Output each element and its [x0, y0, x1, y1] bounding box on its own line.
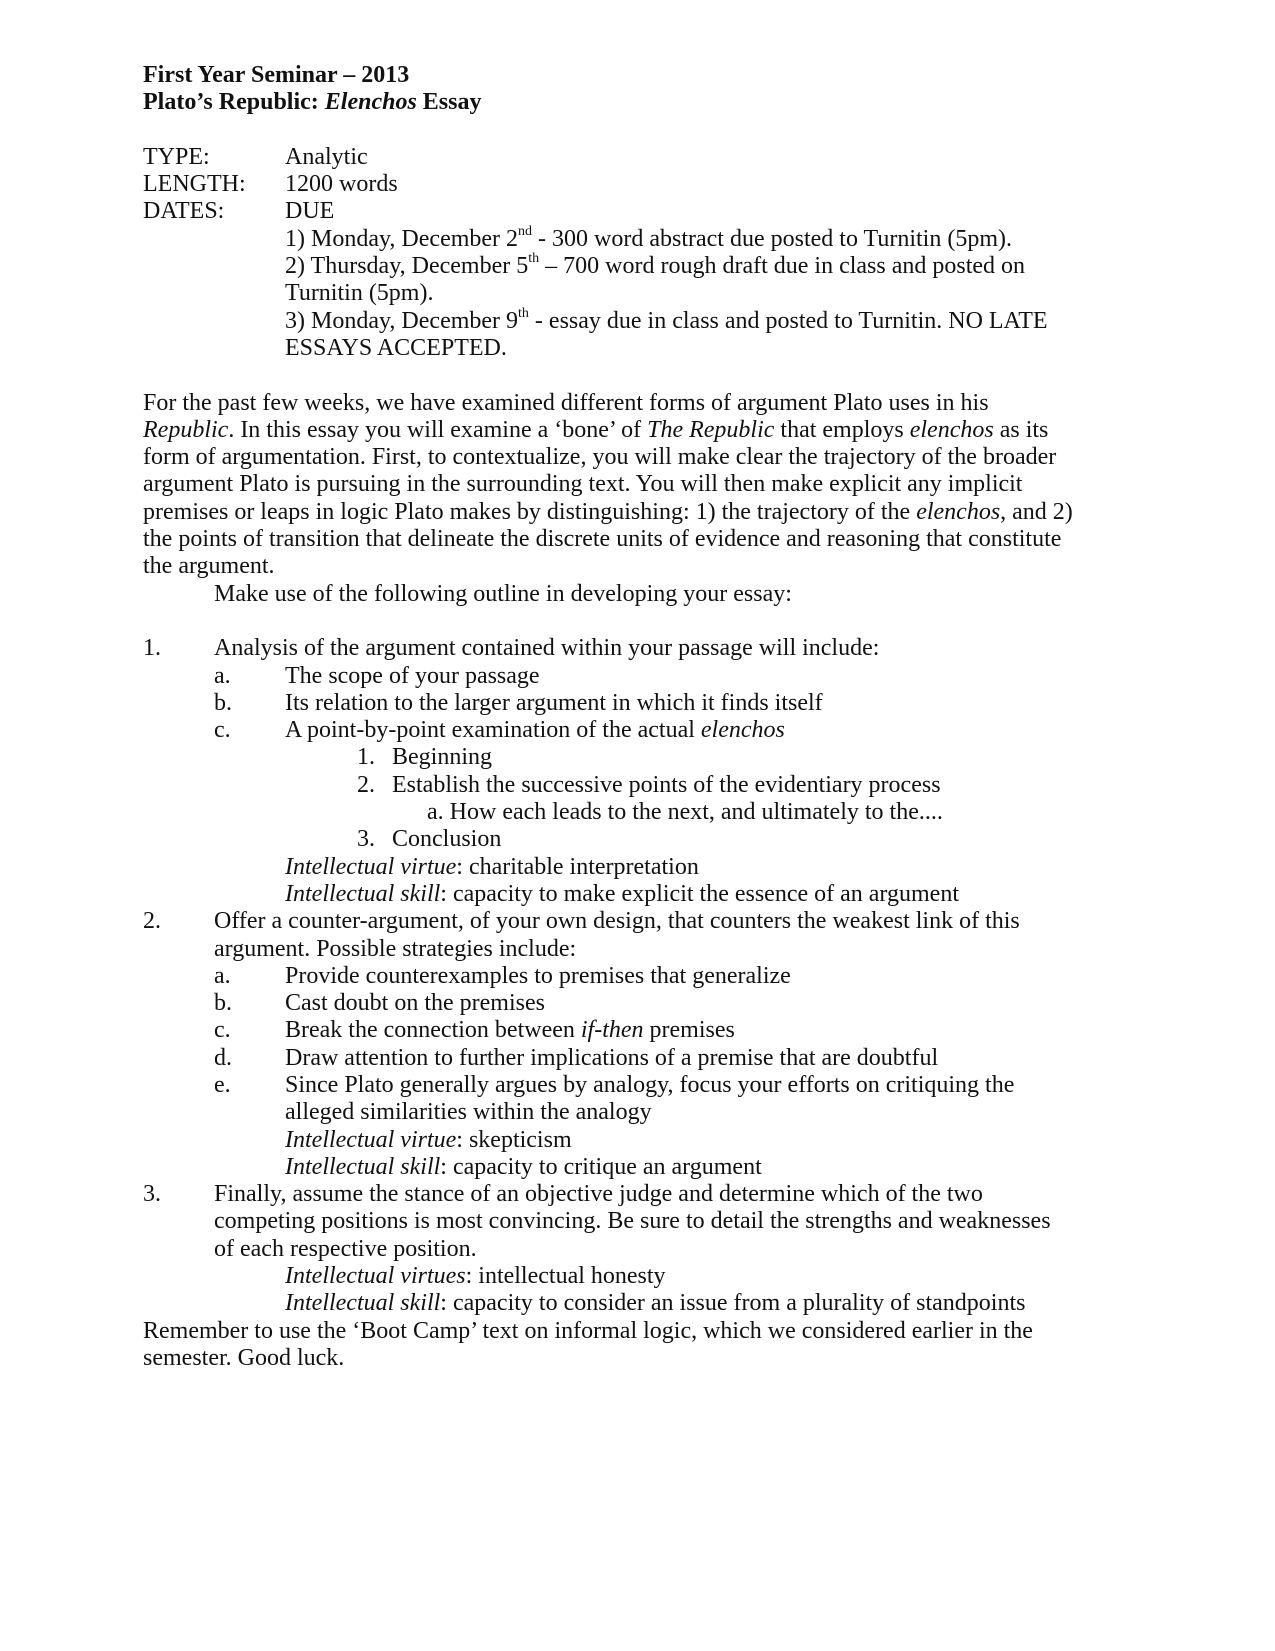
section-number: 3.: [143, 1181, 161, 1208]
outline-section-2: [143, 908, 1223, 1181]
intellectual-skill: Intellectual skill: capacity to consider an issue from a plurality of standpoints: [285, 1290, 1026, 1317]
closing-line: semester. Good luck.: [143, 1344, 345, 1371]
section-number: 1.: [143, 635, 161, 662]
list-item: 2. Establish the successive points of the evidentiary process: [357, 771, 941, 798]
outline-intro: Make use of the following outline in developing your essay:: [214, 580, 792, 607]
list-item: 1. Beginning: [357, 744, 492, 771]
outline-section-1: [143, 635, 1223, 908]
intro-paragraph: [143, 390, 1223, 608]
dates-row: DATES: DUE: [143, 198, 335, 225]
list-item: a. The scope of your passage: [214, 662, 540, 689]
document-page: [143, 62, 1223, 1372]
due-date-1: 1) Monday, December 2nd - 300 word abstract due posted to Turnitin (5pm).: [285, 223, 1012, 252]
section-text: Analysis of the argument contained within your passage will include:: [214, 635, 880, 662]
list-item: a. How each leads to the next, and ultimately to the....: [427, 799, 943, 826]
intro-line: the argument.: [143, 553, 275, 580]
section-number: 2.: [143, 908, 161, 935]
due-date-2-cont: Turnitin (5pm).: [285, 280, 434, 307]
document-title: First Year Seminar – 2013: [143, 62, 410, 88]
closing-paragraph: [143, 1318, 1223, 1373]
section-text: competing positions is most convincing. Be sure to detail the strengths and weaknesses: [214, 1208, 1051, 1235]
section-text: argument. Possible strategies include:: [214, 935, 577, 962]
list-item: 3. Conclusion: [357, 826, 502, 853]
intellectual-virtue: Intellectual virtues: intellectual honesty: [285, 1263, 666, 1290]
due-date-3: 3) Monday, December 9th - essay due in class and posted to Turnitin. NO LATE: [285, 305, 1048, 334]
type-row: TYPE: Analytic: [143, 143, 368, 170]
intellectual-skill: Intellectual skill: capacity to make explicit the essence of an argument: [285, 880, 959, 907]
closing-line: Remember to use the ‘Boot Camp’ text on informal logic, which we considered earlier in the: [143, 1317, 1033, 1344]
list-item: b. Its relation to the larger argument in which it finds itself: [214, 689, 823, 716]
list-item: b. Cast doubt on the premises: [214, 990, 545, 1017]
list-item: c. A point-by-point examination of the actual elenchos: [214, 717, 785, 744]
intro-line: argument Plato is pursuing in the surrounding text. You will then make explicit any implicit: [143, 471, 1023, 498]
intro-line: the points of transition that delineate the discrete units of evidence and reasoning that constitute: [143, 526, 1062, 553]
list-item: a. Provide counterexamples to premises that generalize: [214, 962, 791, 989]
list-item: e. Since Plato generally argues by analogy, focus your efforts on critiquing the: [214, 1071, 1015, 1098]
intro-line: form of argumentation. First, to contextualize, you will make clear the trajectory of the broader: [143, 444, 1057, 471]
due-date-2: 2) Thursday, December 5th – 700 word rough draft due in class and posted on: [285, 251, 1026, 280]
section-text: Finally, assume the stance of an objective judge and determine which of the two: [214, 1181, 983, 1208]
intellectual-skill: Intellectual skill: capacity to critique an argument: [285, 1153, 762, 1180]
document-subtitle: Plato’s Republic: Elenchos Essay: [143, 89, 482, 116]
intro-line: Republic. In this essay you will examine a ‘bone’ of The Republic that employs elenchos as its: [143, 416, 1049, 443]
section-text: Offer a counter-argument, of your own design, that counters the weakest link of this: [214, 908, 1020, 935]
outline-section-3: [143, 1181, 1223, 1317]
due-date-3-cont: ESSAYS ACCEPTED.: [285, 334, 507, 361]
intro-line: premises or leaps in logic Plato makes by distinguishing: 1) the trajectory of the elenchos, and 2): [143, 498, 1073, 525]
intellectual-virtue: Intellectual virtue: skepticism: [285, 1126, 572, 1153]
intellectual-virtue: Intellectual virtue: charitable interpretation: [285, 853, 699, 880]
list-item: alleged similarities within the analogy: [285, 1099, 652, 1126]
length-row: LENGTH: 1200 words: [143, 171, 398, 198]
list-item: d. Draw attention to further implications of a premise that are doubtful: [214, 1044, 939, 1071]
section-text: of each respective position.: [214, 1235, 477, 1262]
list-item: c. Break the connection between if-then premises: [214, 1017, 735, 1044]
intro-line: For the past few weeks, we have examined different forms of argument Plato uses in his: [143, 389, 989, 416]
